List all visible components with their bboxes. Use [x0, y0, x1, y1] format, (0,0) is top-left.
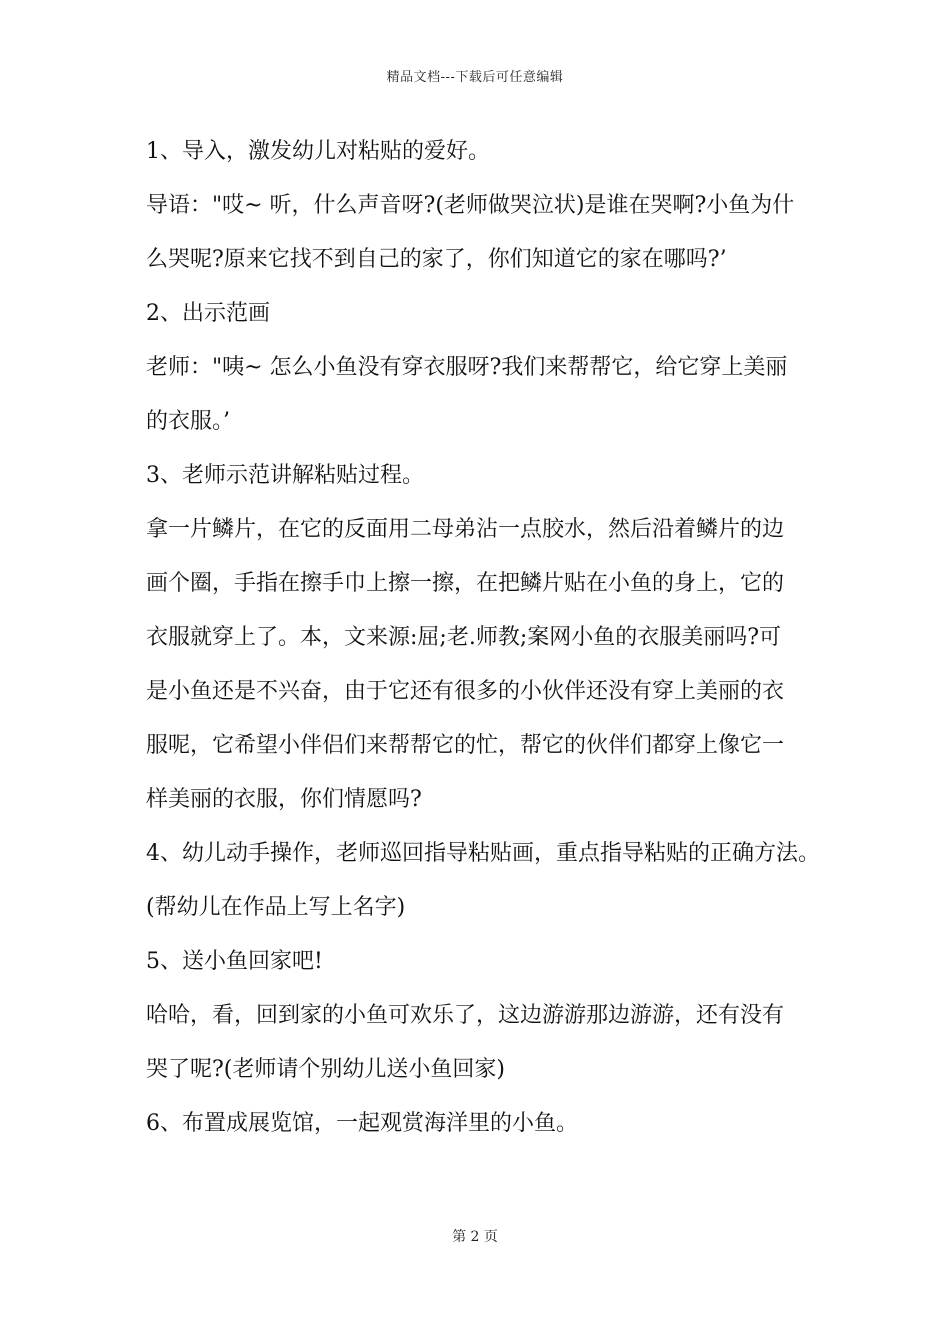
demonstration-line: 样美丽的衣服，你们情愿吗? [146, 787, 422, 812]
demonstration-line: 衣服就穿上了。本，文来源:屈;老.师教;案网小鱼的衣服美丽吗?可 [146, 625, 782, 650]
teacher-dialogue-line: 的衣服。’ [146, 409, 230, 434]
demonstration-line: 拿一片鳞片，在它的反面用二母弟沾一点胶水，然后沿着鳞片的边 [146, 517, 785, 542]
step-3-heading: 3、老师示范讲解粘贴过程。 [146, 463, 424, 488]
intro-dialogue-line: 导语："哎~ 听，什么声音呀?(老师做哭泣状)是谁在哭啊?小鱼为什 [146, 193, 795, 218]
step-4-heading: 4、幼儿动手操作，老师巡回指导粘贴画，重点指导粘贴的正确方法。 [146, 841, 820, 866]
step-1-heading: 1、导入，激发幼儿对粘贴的爱好。 [146, 139, 490, 164]
step-4-note: (帮幼儿在作品上写上名字) [146, 895, 406, 920]
page-header: 精品文档---下载后可任意编辑 [386, 70, 564, 85]
step-2-heading: 2、出示范画 [146, 301, 270, 326]
intro-dialogue-line: 么哭呢?原来它找不到自己的家了，你们知道它的家在哪吗?’ [146, 247, 727, 272]
teacher-dialogue-line: 老师："咦~ 怎么小鱼没有穿衣服呀?我们来帮帮它，给它穿上美丽 [146, 355, 788, 380]
demonstration-line: 是小鱼还是不兴奋，由于它还有很多的小伙伴还没有穿上美丽的衣 [146, 679, 785, 704]
step-5-text-line: 哈哈，看，回到家的小鱼可欢乐了，这边游游那边游游，还有没有 [146, 1003, 785, 1028]
step-5-text-line: 哭了呢?(老师请个别幼儿送小鱼回家) [146, 1057, 505, 1082]
step-5-heading: 5、送小鱼回家吧! [146, 949, 323, 974]
page-number: 第 2 页 [452, 1229, 498, 1245]
step-6-heading: 6、布置成展览馆，一起观赏海洋里的小鱼。 [146, 1111, 578, 1136]
demonstration-line: 服呢，它希望小伴侣们来帮帮它的忙，帮它的伙伴们都穿上像它一 [146, 733, 785, 758]
demonstration-line: 画个圈，手指在擦手巾上擦一擦，在把鳞片贴在小鱼的身上，它的 [146, 571, 785, 596]
document-body [146, 130, 846, 1156]
